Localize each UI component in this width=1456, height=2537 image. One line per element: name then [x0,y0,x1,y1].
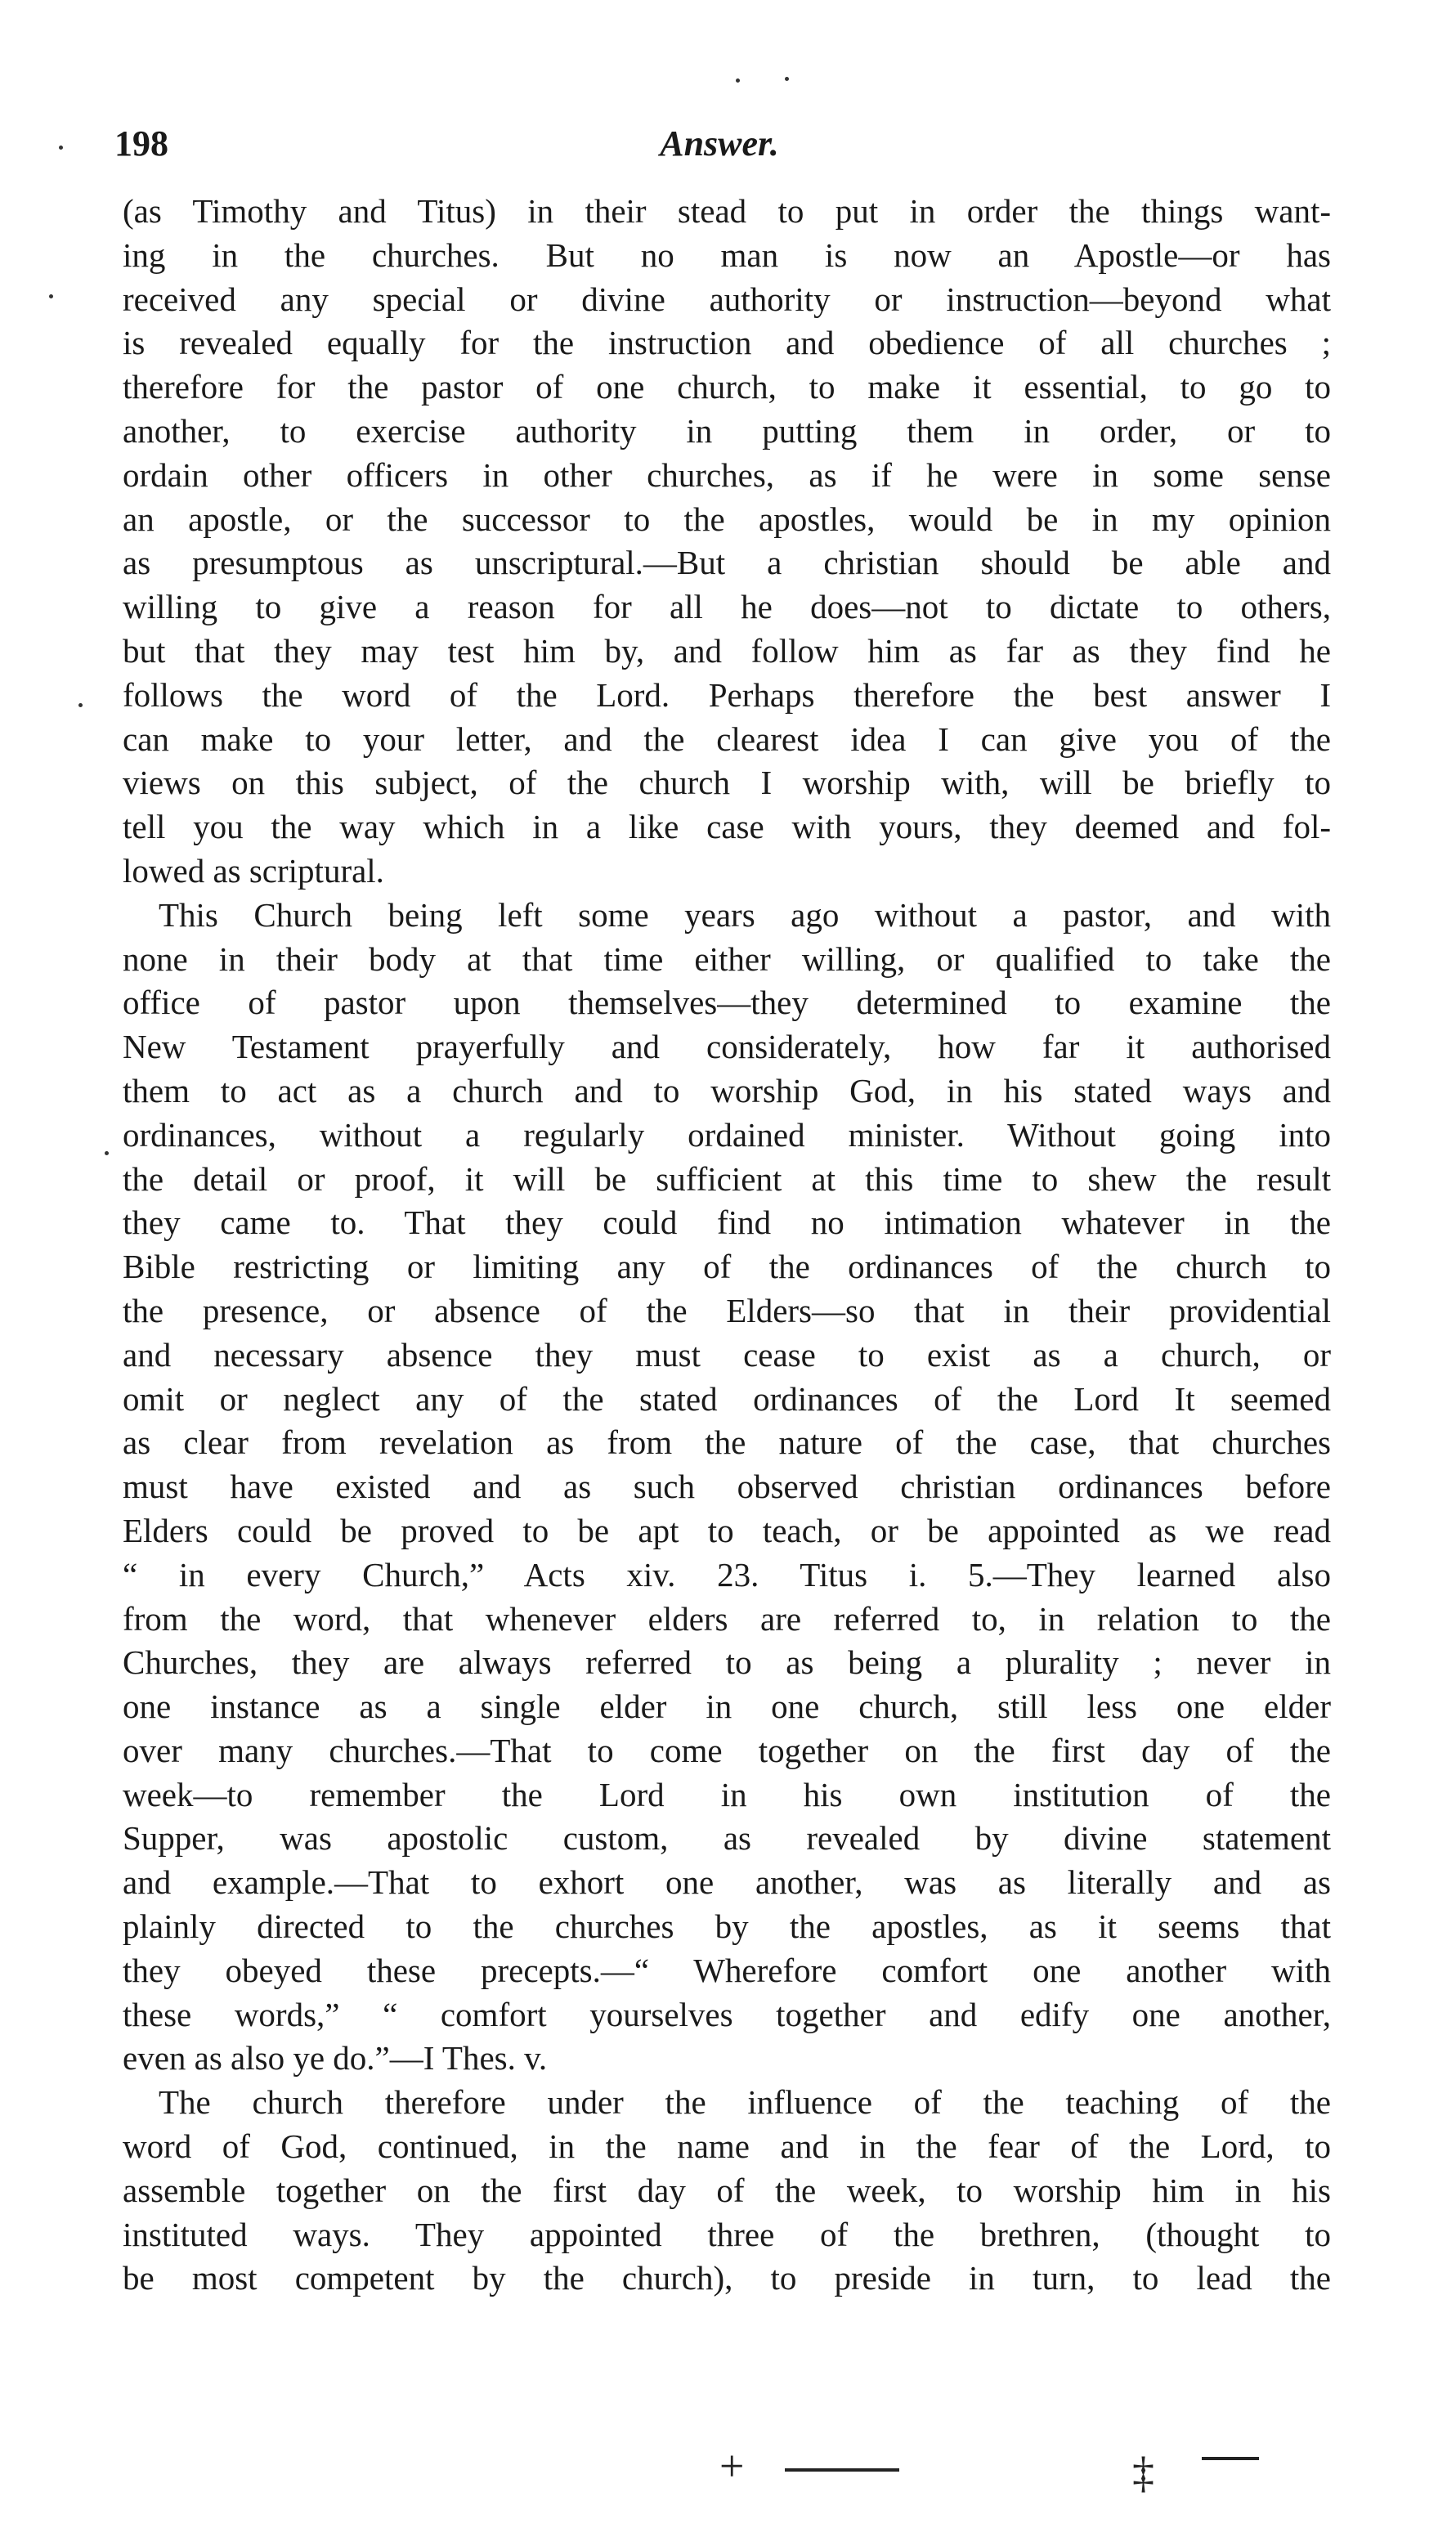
text-line: and example.—That to exhort one another, was as literally and as [123,1863,1331,1902]
text-line: ordinances, without a regularly ordained minister. Without going into [123,1115,1331,1154]
text-line: Elders could be proved to be apt to teach, or be appointed as we read [123,1511,1331,1549]
text-line: assemble together on the first day of the week, to worship him in his [123,2171,1331,2209]
text-line: they obeyed these precepts.—“ Wherefore comfort one another with [123,1951,1331,1989]
text-line: one instance as a single elder in one church, still less one elder [123,1688,1331,1726]
text-line: therefore for the pastor of one church, to make it essential, to go to [123,368,1331,406]
text-line: an apostle, or the successor to the apostles, would be in my opinion [123,500,1331,538]
text-line: none in their body at that time either willing, or qualified to take the [123,939,1331,978]
ink-speck [736,78,740,83]
text-line: omit or neglect any of the stated ordinances of the Lord It seemed [123,1379,1331,1418]
text-line: willing to give a reason for all he does—not to dictate to others, [123,588,1331,626]
text-line: ordain other officers in other churches, as if he were in some sense [123,455,1331,494]
text-line: ing in the churches. But no man is now an Apostle—or has [123,235,1331,274]
text-line: Churches, they are always referred to as being a plurality ; never in [123,1643,1331,1682]
ink-underline [785,2468,899,2472]
ink-cross-mark: + [719,2441,745,2490]
text-line: office of pastor upon themselves—they determined to examine the [123,984,1331,1022]
text-line: lowed as scriptural. [123,851,384,890]
text-line: as clear from revelation as from the nature of the case, that churches [123,1423,1331,1462]
text-line: even as also ye do.”—I Thes. v. [123,2039,548,2078]
text-line: must have existed and as such observed christian ordinances before [123,1468,1331,1506]
text-line: another, to exercise authority in putting them in order, or to [123,411,1331,450]
ink-speck [59,146,63,150]
page-header [114,123,1324,172]
text-line: the presence, or absence of the Elders—so that in their providential [123,1291,1331,1329]
text-line: the detail or proof, it will be sufficient at this time to shew the result [123,1159,1331,1198]
text-line: (as Timothy and Titus) in their stead to put in order the things want- [123,192,1331,230]
ink-speck [49,294,53,298]
text-line: “ in every Church,” Acts xiv. 23. Titus i. 5.—They learned also [123,1555,1331,1593]
text-line: Bible restricting or limiting any of the ordinances of the church to [123,1248,1331,1286]
text-line: plainly directed to the churches by the apostles, as it seems that [123,1907,1331,1946]
ink-underline [1202,2457,1259,2460]
text-line: them to act as a church and to worship God, in his stated ways and [123,1071,1331,1109]
text-line: as presumptous as unscriptural.—But a christian should be able and [123,544,1331,582]
running-head: Answer. [660,123,779,164]
text-line: be most competent by the church), to preside in turn, to lead the [123,2259,1331,2297]
text-line: these words,” “ comfort yourselves together and edify one another, [123,1995,1331,2033]
text-line: received any special or divine authority or instruction—beyond what [123,280,1331,318]
text-line: views on this subject, of the church I worship with, will be briefly to [123,764,1331,802]
ink-marks [0,2441,1456,2522]
text-line: but that they may test him by, and follow him as far as they find he [123,631,1331,670]
text-line: instituted ways. They appointed three of the brethren, (thought to [123,2215,1331,2253]
page-number: 198 [114,123,168,164]
text-line: they came to. That they could find no intimation whatever in the [123,1204,1331,1242]
body-text [123,190,1331,2301]
text-line: over many churches.—That to come together on the first day of the [123,1731,1331,1769]
text-line: word of God, continued, in the name and in the fear of the Lord, to [123,2127,1331,2166]
text-line: New Testament prayerfully and considerately, how far it authorised [123,1028,1331,1066]
ink-speck [105,1151,109,1155]
ink-speck [78,703,83,707]
text-line: Supper, was apostolic custom, as revealed by divine statement [123,1819,1331,1858]
text-line: follows the word of the Lord. Perhaps therefore the best answer I [123,675,1331,714]
text-line: The church therefore under the influence of the teaching of the [159,2083,1331,2122]
text-line: from the word, that whenever elders are referred to, in relation to the [123,1599,1331,1638]
text-line: week—to remember the Lord in his own institution of the [123,1775,1331,1813]
text-line: tell you the way which in a like case with yours, they deemed and fol- [123,808,1331,846]
ink-dagger-mark: ‡ [1132,2448,1154,2497]
text-line: This Church being left some years ago without a pastor, and with [159,895,1331,934]
text-line: is revealed equally for the instruction and obedience of all churches ; [123,324,1331,362]
ink-speck [785,77,789,81]
text-line: can make to your letter, and the clearest idea I can give you of the [123,719,1331,758]
text-line: and necessary absence they must cease to exist as a church, or [123,1335,1331,1374]
